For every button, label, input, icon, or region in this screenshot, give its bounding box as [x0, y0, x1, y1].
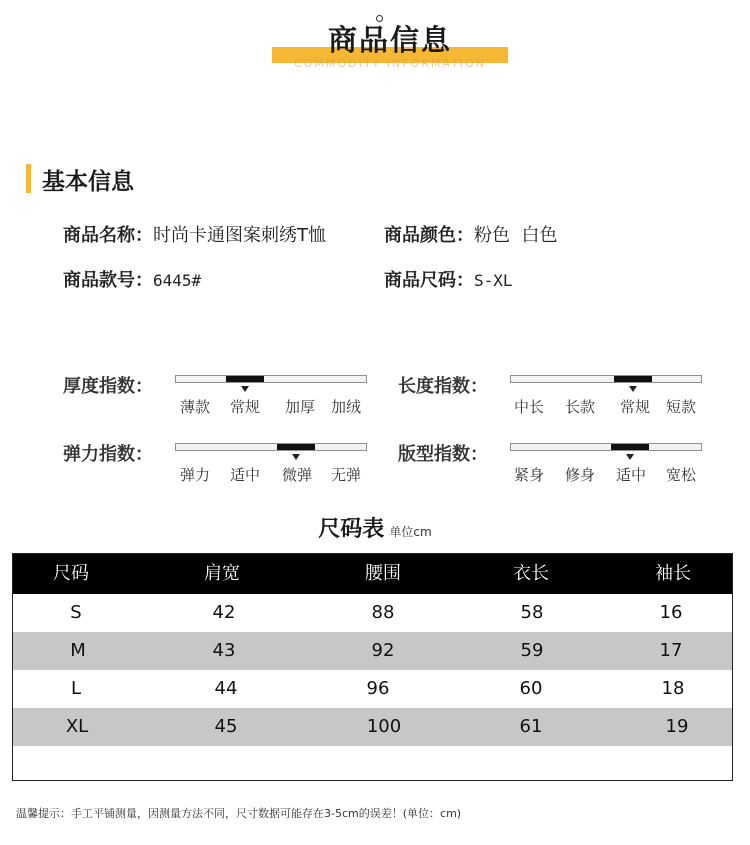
- fit-option: 修身: [564, 466, 596, 484]
- elasticity-option: 弹力: [179, 466, 211, 484]
- length-pointer-icon: [629, 386, 637, 392]
- table-cell: 17: [659, 640, 683, 661]
- thickness-marker: [226, 376, 264, 382]
- fit-pointer-icon: [626, 454, 634, 460]
- elasticity-pointer-icon: [292, 454, 300, 460]
- info-product-size-value: S-XL: [474, 271, 513, 290]
- measurement-note: 温馨提示：手工平铺测量，因测量方法不同，尺寸数据可能存在3-5cm的误差！(单位：cm): [16, 807, 462, 820]
- table-cell: XL: [65, 716, 89, 737]
- thickness-option: 加厚: [284, 398, 316, 416]
- info-product-code: [63, 266, 201, 292]
- table-cell: 100: [366, 716, 402, 737]
- thickness-scale: [175, 375, 367, 383]
- info-product-size-label: 商品尺码：: [384, 270, 474, 291]
- fit-label: 版型指数：: [398, 444, 488, 465]
- elasticity-label: 弹力指数：: [63, 444, 153, 465]
- table-cell: M: [70, 640, 86, 661]
- table-cell: L: [70, 678, 82, 699]
- info-product-color-value: 粉色 白色: [474, 225, 558, 246]
- thickness-label: 厚度指数：: [63, 376, 153, 397]
- size-table-unit: 单位cm: [389, 525, 432, 539]
- table-cell: 61: [519, 716, 543, 737]
- table-cell: 45: [214, 716, 238, 737]
- length-marker: [614, 376, 652, 382]
- elasticity-scale: [175, 443, 367, 451]
- header-cell-length: 衣长: [513, 563, 549, 584]
- info-product-code-value: 6445#: [153, 271, 202, 290]
- table-cell: 58: [520, 602, 544, 623]
- info-product-color: [384, 221, 557, 247]
- length-option: 短款: [665, 398, 697, 416]
- length-scale: [510, 375, 702, 383]
- fit-option: 紧身: [513, 466, 545, 484]
- table-cell: 44: [214, 678, 238, 699]
- table-cell: 43: [212, 640, 236, 661]
- size-table-title: [0, 512, 750, 543]
- info-product-name-label: 商品名称：: [63, 225, 153, 246]
- section-title: 基本信息: [42, 169, 134, 195]
- size-table: [12, 553, 733, 781]
- elasticity-marker: [277, 444, 315, 450]
- thickness-option: 常规: [229, 398, 261, 416]
- page-subtitle: COMMODITY INFORMATION: [294, 57, 486, 70]
- elasticity-option: 微弹: [281, 466, 313, 484]
- size-table-heading: 尺码表: [318, 517, 385, 542]
- header-cell-size: 尺码: [53, 563, 89, 584]
- table-cell: 92: [371, 640, 395, 661]
- header-cell-waist: 腰围: [365, 563, 401, 584]
- table-row: [13, 708, 732, 746]
- info-product-color-label: 商品颜色：: [384, 225, 474, 246]
- info-product-size: [384, 266, 513, 292]
- table-row: [13, 670, 732, 708]
- table-cell: 42: [212, 602, 236, 623]
- page-title: 商品信息: [327, 23, 452, 57]
- thickness-option: 加绒: [330, 398, 362, 416]
- table-cell: 18: [661, 678, 685, 699]
- header-cell-shoulder: 肩宽: [204, 563, 240, 584]
- info-product-name-value: 时尚卡通图案刺绣T恤: [153, 225, 326, 246]
- table-cell: 96: [366, 678, 390, 699]
- thickness-pointer-icon: [241, 386, 249, 392]
- length-label: 长度指数：: [398, 376, 488, 397]
- table-cell: 60: [519, 678, 543, 699]
- fit-marker: [611, 444, 649, 450]
- elasticity-option: 无弹: [330, 466, 362, 484]
- section-accent-bar: [26, 164, 31, 193]
- table-cell: 19: [665, 716, 689, 737]
- length-option: 长款: [564, 398, 596, 416]
- table-cell: S: [70, 602, 82, 623]
- info-product-code-label: 商品款号：: [63, 270, 153, 291]
- fit-option: 适中: [615, 466, 647, 484]
- table-cell: 59: [520, 640, 544, 661]
- table-cell: 88: [371, 602, 395, 623]
- table-row: [13, 632, 732, 670]
- table-row: [13, 594, 732, 632]
- header-cell-sleeve: 袖长: [655, 563, 691, 584]
- thickness-option: 薄款: [179, 398, 211, 416]
- length-option: 中长: [513, 398, 545, 416]
- length-option: 常规: [619, 398, 651, 416]
- info-product-name: [63, 221, 326, 247]
- elasticity-option: 适中: [229, 466, 261, 484]
- fit-option: 宽松: [665, 466, 697, 484]
- size-table-header: [13, 554, 732, 594]
- table-cell: 16: [659, 602, 683, 623]
- fit-scale: [510, 443, 702, 451]
